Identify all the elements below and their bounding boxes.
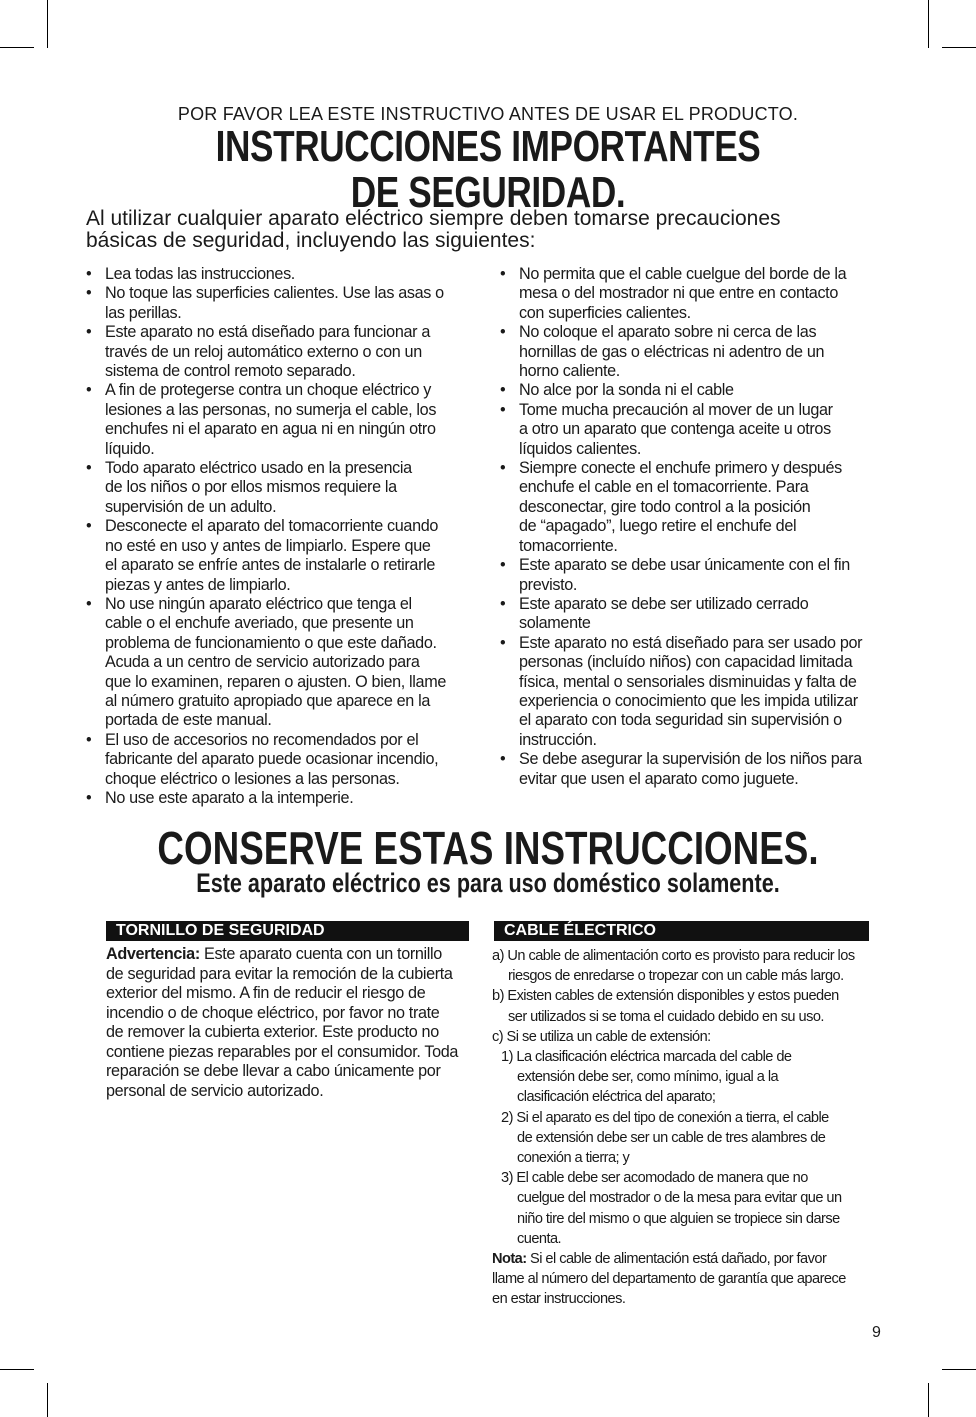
list-item-line: Acuda a un centro de servicio autorizado para bbox=[105, 653, 420, 672]
screw-text-line bbox=[106, 1082, 480, 1102]
crop-mark-bottom-left-v bbox=[47, 1383, 48, 1417]
list-item-line: las perillas. bbox=[105, 303, 182, 322]
cable-item-line: riesgos de enredarse o tropezar con un cable más largo. bbox=[508, 968, 844, 985]
list-item-line: al número gratuito apropiado que aparece en la bbox=[105, 691, 430, 710]
crop-mark-top-left-v bbox=[47, 0, 48, 48]
cable-subitem-line: extensión debe ser, como mínimo, igual a la bbox=[517, 1069, 779, 1086]
safety-list-left bbox=[86, 265, 472, 808]
crop-mark-bottom-left-h bbox=[0, 1369, 34, 1370]
list-item-line: Siempre conecte el enchufe primero y después bbox=[519, 459, 842, 478]
list-item-line: lesiones a las personas, no sumerja el cable, los bbox=[105, 400, 437, 419]
list-item-line: el aparato se enfríe antes de instalarle o retirarle bbox=[105, 556, 436, 575]
cable-subitem-line: conexión a tierra; y bbox=[517, 1150, 630, 1167]
screw-text: incendio o de choque eléctrico, por favor no trate bbox=[106, 1003, 440, 1022]
screw-text-line bbox=[106, 945, 480, 965]
bullet-icon: • bbox=[86, 788, 92, 807]
list-item bbox=[86, 459, 472, 517]
cable-subitem-line: 3) El cable debe ser acomodado de manera que no bbox=[501, 1170, 808, 1187]
list-item-line: mesa o del mostrador ni que entre en contacto bbox=[519, 284, 838, 303]
cable-item-line: c) Si se utiliza un cable de extensión: bbox=[492, 1028, 711, 1045]
list-item bbox=[500, 750, 892, 789]
list-item-line: Este aparato no está diseñado para ser usado por bbox=[519, 633, 863, 652]
list-item-line: líquido. bbox=[105, 439, 155, 458]
bullet-icon: • bbox=[500, 459, 506, 478]
list-item-line: Se debe asegurar la supervisión de los niños para bbox=[519, 750, 862, 769]
list-item-line: Todo aparato eléctrico usado en la presencia bbox=[105, 459, 412, 478]
screw-text-line bbox=[106, 1043, 480, 1063]
cable-item-line: a) Un cable de alimentación corto es provisto para reducir los bbox=[492, 948, 855, 964]
page-title bbox=[98, 124, 879, 216]
list-item-line: Este aparato no está diseñado para funcionar a bbox=[105, 323, 430, 342]
crop-mark-top-left-h bbox=[0, 47, 34, 48]
screw-text-line bbox=[106, 965, 480, 985]
list-item-line: Este aparato se debe ser utilizado cerrado bbox=[519, 594, 809, 613]
list-item-line: desconectar, gire todo control a la posición bbox=[519, 497, 811, 516]
title-line-2: DE SEGURIDAD. bbox=[350, 168, 626, 217]
list-item bbox=[86, 789, 472, 808]
list-item-line: Desconecte el aparato del tomacorriente cuando bbox=[105, 517, 439, 536]
screw-text: exterior del mismo. A fin de reducir el riesgo de bbox=[106, 984, 426, 1002]
note-label: Nota: bbox=[492, 1251, 527, 1268]
title-line-1: INSTRUCCIONES IMPORTANTES bbox=[215, 122, 761, 171]
list-item bbox=[86, 265, 472, 284]
list-item-line: No coloque el aparato sobre ni cerca de las bbox=[519, 323, 817, 342]
intro-line-2: básicas de seguridad, incluyendo las siguientes: bbox=[86, 229, 536, 252]
list-item-line: través de un reloj automático externo o con un bbox=[105, 342, 422, 361]
bullet-icon: • bbox=[500, 381, 506, 400]
list-item bbox=[500, 323, 892, 381]
page-number: 9 bbox=[872, 1324, 881, 1341]
cable-subitem-line: clasificación eléctrica del aparato; bbox=[517, 1089, 716, 1106]
cable-item-line: b) Existen cables de extensión disponibles y estos pueden bbox=[492, 988, 839, 1005]
list-item bbox=[86, 323, 472, 381]
list-item-line: con superficies calientes. bbox=[519, 303, 691, 322]
crop-mark-bottom-right-h bbox=[942, 1369, 976, 1370]
cable-subitem-line: niño tire del mismo o que alguien se tropiece sin darse bbox=[517, 1210, 840, 1227]
bullet-icon: • bbox=[86, 381, 92, 400]
list-item-line: No use este aparato a la intemperie. bbox=[105, 788, 354, 807]
cable-section-heading: CABLE ÉLECTRICO bbox=[494, 921, 869, 941]
bullet-icon: • bbox=[86, 265, 92, 283]
bullet-icon: • bbox=[500, 265, 506, 283]
cable-subitem-line: 1) La clasificación eléctrica marcada del cable de bbox=[501, 1049, 792, 1066]
list-item-line: Lea todas las instrucciones. bbox=[105, 265, 295, 283]
note-text: Si el cable de alimentación está dañado, por favor bbox=[526, 1251, 827, 1268]
list-item-line: solamente bbox=[519, 614, 591, 633]
list-item bbox=[86, 381, 472, 459]
screw-text-line bbox=[106, 1023, 480, 1043]
list-item bbox=[500, 265, 892, 323]
list-item-line: evitar que usen el aparato como juguete. bbox=[519, 769, 799, 788]
intro-line-1: Al utilizar cualquier aparato eléctrico siempre deben tomarse precauciones bbox=[86, 207, 781, 230]
note-text: llame al número del departamento de garantía que aparece bbox=[492, 1271, 846, 1288]
screw-text: contiene piezas reparables por el consumidor. Toda bbox=[106, 1042, 459, 1061]
crop-mark-bottom-right-v bbox=[928, 1383, 929, 1417]
list-item-line: A fin de protegerse contra un choque eléctrico y bbox=[105, 381, 432, 400]
list-item-line: líquidos calientes. bbox=[519, 439, 642, 458]
bullet-icon: • bbox=[500, 400, 506, 419]
list-item-line: fabricante del aparato puede ocasionar incendio, bbox=[105, 750, 439, 769]
bullet-icon: • bbox=[86, 459, 92, 478]
bullet-icon: • bbox=[86, 323, 92, 342]
list-item bbox=[500, 459, 892, 556]
list-item bbox=[500, 595, 892, 634]
list-item-line: no esté en uso y antes de limpiarlo. Espere que bbox=[105, 536, 431, 555]
intro-paragraph bbox=[86, 208, 886, 252]
list-item bbox=[500, 556, 892, 595]
pre-title: POR FAVOR LEA ESTE INSTRUCTIVO ANTES DE USAR EL PRODUCTO. bbox=[177, 104, 799, 124]
bullet-icon: • bbox=[500, 556, 506, 575]
list-item-line: enchufes ni el aparato en agua ni en ningún otro bbox=[105, 420, 436, 439]
bullet-icon: • bbox=[86, 730, 92, 749]
list-item bbox=[86, 731, 472, 789]
screw-text-line bbox=[106, 984, 480, 1004]
crop-mark-top-right-v bbox=[928, 0, 929, 48]
screw-text-line bbox=[106, 1062, 480, 1082]
bullet-icon: • bbox=[500, 633, 506, 652]
list-item bbox=[86, 517, 472, 595]
cable-item-line: ser utilizados si se toma el cuidado debido en su uso. bbox=[508, 1008, 824, 1025]
bullet-icon: • bbox=[86, 284, 92, 303]
list-item bbox=[86, 595, 472, 731]
bullet-icon: • bbox=[500, 594, 506, 613]
domestic-use-subtitle: Este aparato eléctrico es para uso doméstico solamente. bbox=[196, 868, 780, 898]
list-item-line: supervisión de un adulto. bbox=[105, 497, 277, 516]
list-item bbox=[500, 381, 892, 400]
cable-subitem-line: de extensión debe ser un cable de tres alambres de bbox=[517, 1129, 826, 1146]
list-item-line: el aparato con toda seguridad sin supervisión o bbox=[519, 711, 842, 730]
list-item-line: No use ningún aparato eléctrico que tenga el bbox=[105, 594, 412, 613]
list-item-line: piezas y antes de limpiarlo. bbox=[105, 575, 291, 594]
crop-mark-top-right-h bbox=[942, 47, 976, 48]
warning-label: Advertencia: bbox=[106, 945, 200, 963]
list-item bbox=[86, 284, 472, 323]
list-item-line: horno caliente. bbox=[519, 362, 620, 381]
screw-section-heading: TORNILLO DE SEGURIDAD bbox=[106, 921, 469, 941]
screw-text: de seguridad para evitar la remoción de la cubierta bbox=[106, 964, 453, 983]
list-item-line: No toque las superficies calientes. Use las asas o bbox=[105, 284, 444, 303]
list-item-line: No permita que el cable cuelgue del borde de la bbox=[519, 265, 847, 283]
cable-note-line bbox=[492, 1249, 870, 1269]
list-item-line: previsto. bbox=[519, 575, 578, 594]
cable-note-line bbox=[492, 1269, 870, 1289]
list-item-line: tomacorriente. bbox=[519, 536, 618, 555]
list-item-line: sistema de control remoto separado. bbox=[105, 362, 356, 381]
cable-subitem-line: cuelgue del mostrador o de la mesa para evitar que un bbox=[517, 1190, 842, 1207]
list-item bbox=[500, 634, 892, 750]
list-item-line: personas (incluído niños) con capacidad limitada bbox=[519, 653, 853, 672]
list-item bbox=[500, 401, 892, 459]
screw-warning-text bbox=[106, 945, 480, 1101]
cable-subitem-line: 2) Si el aparato es del tipo de conexión a tierra, el cable bbox=[501, 1109, 829, 1126]
cable-subitem-line: cuenta. bbox=[517, 1230, 562, 1247]
bullet-icon: • bbox=[86, 594, 92, 613]
bullet-icon: • bbox=[500, 323, 506, 342]
screw-text: Este aparato cuenta con un tornillo bbox=[199, 945, 442, 963]
list-item-line: hornillas de gas o eléctricas ni adentro de un bbox=[519, 342, 825, 361]
bullet-icon: • bbox=[86, 517, 92, 536]
screw-text: personal de servicio autorizado. bbox=[106, 1081, 324, 1100]
list-item-line: Tome mucha precaución al mover de un lugar bbox=[519, 400, 833, 419]
list-item-line: experiencia o conocimiento que les impida utilizar bbox=[519, 691, 858, 710]
list-item-line: a otro un aparato que contenga aceite u otros bbox=[519, 420, 831, 439]
screw-text: de remover la cubierta exterior. Este producto no bbox=[106, 1023, 439, 1041]
list-item-line: instrucción. bbox=[519, 730, 597, 749]
list-item-line: problema de funcionamiento o que este dañado. bbox=[105, 633, 437, 652]
note-text: en estar instrucciones. bbox=[492, 1291, 626, 1308]
list-item-line: de los niños o por ellos mismos requiere la bbox=[105, 478, 397, 497]
bullet-icon: • bbox=[500, 750, 506, 769]
list-item-line: que lo examinen, reparen o ajusten. O bien, llame bbox=[105, 672, 446, 691]
list-item-line: física, mental o sensoriales disminuidas y falta de bbox=[519, 672, 857, 691]
conserve-heading: CONSERVE ESTAS INSTRUCCIONES. bbox=[157, 822, 819, 874]
safety-list-right bbox=[500, 265, 892, 789]
cable-note-line bbox=[492, 1289, 870, 1309]
list-item-line: cable o el enchufe averiado, que presente un bbox=[105, 614, 414, 633]
list-item-line: El uso de accesorios no recomendados por el bbox=[105, 730, 419, 749]
list-item-line: enchufe el cable en el tomacorriente. Para bbox=[519, 478, 809, 497]
list-item-line: de “apagado”, luego retire el enchufe del bbox=[519, 517, 797, 536]
cable-instructions-text bbox=[492, 946, 870, 1310]
list-item-line: Este aparato se debe usar únicamente con el fin bbox=[519, 556, 850, 575]
list-item-line: portada de este manual. bbox=[105, 711, 272, 730]
list-item-line: choque eléctrico o lesiones a las personas. bbox=[105, 769, 400, 788]
screw-text-line bbox=[106, 1004, 480, 1024]
list-item-line: No alce por la sonda ni el cable bbox=[519, 381, 734, 400]
screw-text: reparación se debe llevar a cabo únicamente por bbox=[106, 1062, 441, 1080]
